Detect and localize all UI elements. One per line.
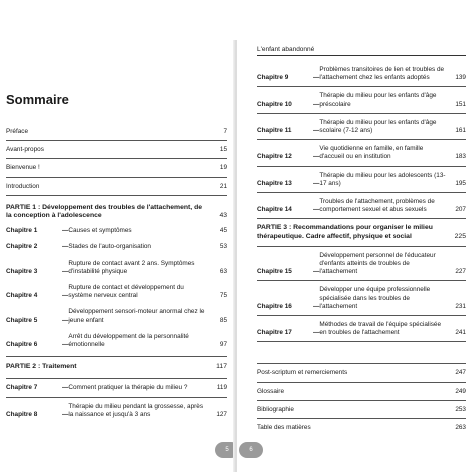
divider	[6, 378, 227, 379]
toc-chapter-14[interactable]: Chapitre 14 — Troubles de l'attachement, problèmes de comportement sexuel et abus sexuels 207	[257, 198, 466, 214]
toc-chapter-8[interactable]: Chapitre 8 — Thérapie du milieu pendant la grossesse, après la naissance et jusqu'à 3 ans 127	[6, 402, 227, 418]
divider	[257, 218, 466, 219]
left-page	[0, 0, 235, 472]
page-number-badge: 6	[239, 442, 263, 458]
page-number-badge: 5	[215, 442, 239, 458]
toc-chapter-16[interactable]: Chapitre 16 — Développer une équipe professionnelle spécialisée dans les troubles de l'attachement 231	[257, 286, 466, 310]
divider	[257, 139, 466, 140]
toc-chapter-15[interactable]: Chapitre 15 — Développement personnel de l'éducateur d'enfants atteints de troubles de l'attachement 227	[257, 251, 466, 276]
divider	[257, 86, 466, 87]
toc-chapter-17[interactable]: Chapitre 17 — Méthodes de travail de l'équipe spécialisée en troubles de l'attachement 241	[257, 321, 466, 337]
toc-right	[257, 66, 466, 432]
toc-chapter-7[interactable]: Chapitre 7 — Comment pratiquer la thérapie du milieu ? 119	[6, 384, 227, 392]
divider	[6, 356, 227, 357]
divider	[6, 397, 227, 398]
divider	[257, 341, 466, 342]
toc-entry-bienvenue[interactable]: Bienvenue ! 19	[6, 164, 227, 172]
toc-entry-table-des-matieres[interactable]: Table des matières 263	[257, 424, 466, 432]
divider	[6, 158, 227, 159]
toc-entry-preface[interactable]: Préface 7	[6, 128, 227, 135]
toc-chapter-3[interactable]: Chapitre 3 — Rupture de contact avant 2 ans. Symptômes d'instabilité physique 63	[6, 259, 227, 275]
divider	[6, 140, 227, 141]
toc-left	[6, 128, 227, 419]
divider	[257, 280, 466, 281]
divider	[257, 382, 466, 383]
right-page	[237, 0, 472, 472]
divider	[257, 363, 466, 364]
running-head: L'enfant abandonné	[257, 46, 466, 56]
toc-part-1[interactable]: PARTIE 1 : Développement des troubles de l'attachement, de la conception à l'adolescence 43	[6, 203, 227, 220]
toc-chapter-11[interactable]: Chapitre 11 — Thérapie du milieu pour les enfants d'âge scolaire (7-12 ans) 161	[257, 118, 466, 135]
toc-entry-glossaire[interactable]: Glossaire 249	[257, 387, 466, 395]
page-title: Sommaire	[6, 92, 69, 107]
toc-chapter-13[interactable]: Chapitre 13 — Thérapie du milieu pour les adolescents (13-17 ans) 195	[257, 171, 466, 187]
divider	[257, 400, 466, 401]
divider	[257, 166, 466, 167]
divider	[257, 192, 466, 193]
toc-chapter-9[interactable]: Chapitre 9 — Problèmes transitoires de lien et troubles de l'attachement chez les enfants adoptés 139	[257, 66, 466, 82]
divider	[257, 418, 466, 419]
divider	[257, 246, 466, 247]
toc-chapter-6[interactable]: Chapitre 6 — Arrêt du développement de la personnalité émotionnelle 97	[6, 332, 227, 349]
toc-chapter-4[interactable]: Chapitre 4 — Rupture de contact et développement du système nerveux central 75	[6, 284, 227, 300]
toc-entry-postscript[interactable]: Post-scriptum et remerciements 247	[257, 369, 466, 377]
toc-part-2[interactable]: PARTIE 2 : Traitement 117	[6, 363, 227, 371]
toc-entry-introduction[interactable]: Introduction 21	[6, 182, 227, 190]
toc-part-3[interactable]: PARTIE 3 : Recommandations pour organiser le milieu thérapeutique. Cadre affectif, physique et social 225	[257, 224, 466, 240]
toc-chapter-5[interactable]: Chapitre 5 — Développement sensori-moteur anormal chez le jeune enfant 85	[6, 308, 227, 324]
toc-chapter-10[interactable]: Chapitre 10 — Thérapie du milieu pour les enfants d'âge préscolaire 151	[257, 92, 466, 108]
divider	[257, 315, 466, 316]
toc-chapter-2[interactable]: Chapitre 2 — Stades de l'auto-organisation 53	[6, 243, 227, 251]
divider	[6, 195, 227, 196]
divider	[6, 177, 227, 178]
toc-entry-avant-propos[interactable]: Avant-propos 15	[6, 146, 227, 154]
toc-chapter-1[interactable]: Chapitre 1 — Causes et symptômes 45	[6, 227, 227, 235]
divider	[257, 113, 466, 114]
toc-chapter-12[interactable]: Chapitre 12 — Vie quotidienne en famille, en famille d'accueil ou en institution 183	[257, 145, 466, 161]
toc-entry-bibliographie[interactable]: Bibliographie 253	[257, 405, 466, 413]
